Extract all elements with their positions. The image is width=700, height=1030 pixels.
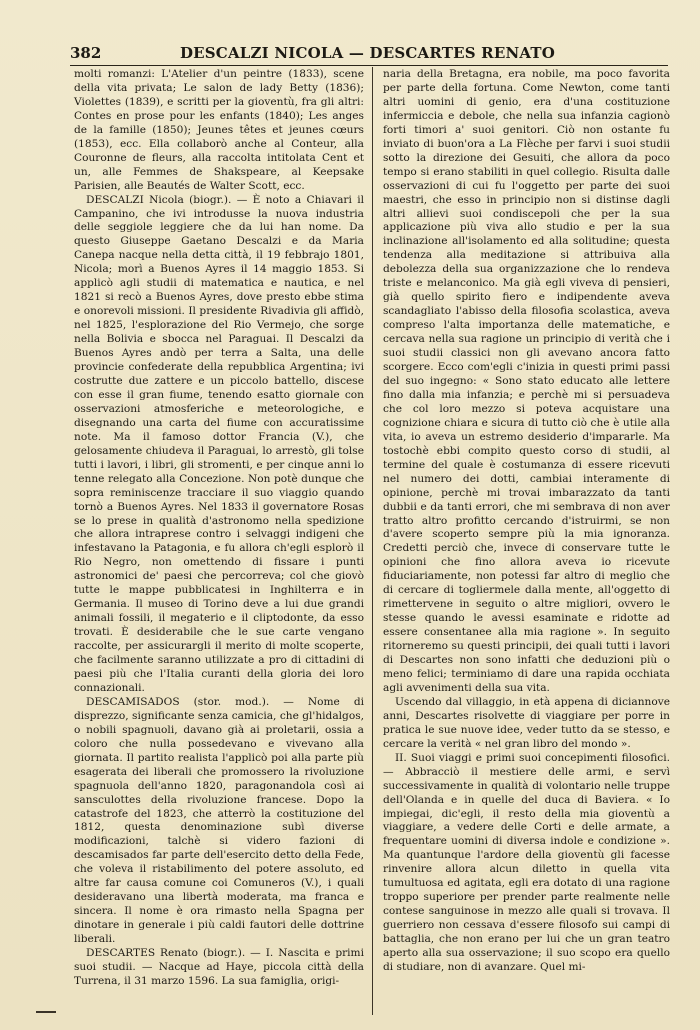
entry-paragraph: naria della Bretagna, era nobile, ma poco favorita per parte della fortuna. Come Newton, come tanti altri uomini di genio, era d'una costituzione infermiccia e debole, che nella sua infanzia cagionò forti timori a' suoi genitori. Ciò non ostante fu inviato di buon'ora a La Flèche per farvi i suoi studii sotto la direzione dei Gesuiti, che allora da poco tempo si erano stabiliti in quel collegio. Risulta dalle osservazioni di cui fu l'oggetto per parte dei suoi maestri, che esso in principio non si distinse dagli altri allievi suoi condiscepoli che per la sua applicazione più viva allo studio e per la sua inclinazione all'isolamento ed alla solitudine; questa tendenza alla meditazione si attribuiva alla debolezza della sua organizzazione che lo rendeva triste e melanconico. Ma già egli viveva di pensieri, già quello spirito fiero e indipendente aveva scandagliato l'abisso della filosofia scolastica, aveva compreso l'alta importanza delle matematiche, e cercava nella sua ragione un principio di verità che i suoi studii classici non gli avevano ancora fatto scorgere. Ecco com'egli c'inizia in questi primi passi del suo ingegno: « Sono stato educato alle lettere fino dalla mia infanzia; e perchè mi si persuadeva che col loro mezzo si poteva acquistare una cognizione chiara e sicura di tutto ciò che è utile alla vita, io aveva un estremo desiderio d'impararle. Ma tostochè ebbi compito questo corso di studii, al termine del quale è costumanza di essere ricevuti nel numero dei dotti, cambiai interamente di opinione, perchè mi trovai imbarazzato da tanti dubbii e da tanti errori, che mi sembrava di non aver tratto altro profitto cercando d'istruirmi, se non d'avere scoperto sempre più la mia ignoranza. Credetti perciò che, invece di conservare tutte le opinioni che fino allora aveva io ricevute fiduciariamente, non potessi far altro di meglio che di cercare di togliermele dalla mente, all'oggetto di rimettervene in seguito o altre migliori, ovvero le stesse quando le avessi esaminate e ridotte ad essere consentanee alla mia ragione ». In seguito ritorneremo su questi principii, dei quali tutti i lavori di Descartes non sono infatti che deduzioni più o meno felici; terminiamo di dare una rapida occhiata agli avvenimenti della sua vita. bbox=[383, 68, 670, 694]
header-rule bbox=[70, 65, 668, 66]
page-number: 382 bbox=[70, 44, 102, 62]
entry-paragraph: II. Suoi viaggi e primi suoi concepimenti filosofici. — Abbracciò il mestiere delle armi, e servì successivamente in qualità di volontario nelle truppe dell'Olanda e in quelle del duca di Baviera. « Io impiegai, dic'egli, il resto della mia gioventù a viaggiare, a vedere delle Corti e delle armate, a frequentare uomini di diversa indole e condizione ». Ma quantunque l'ardore della gioventù gli facesse rinvenire allora alcun diletto in quella vita tumultuosa ed agitata, egli era dotato di una ragione troppo superiore per prender parte realmente nelle contese sanguinose in mezzo alle quali si trovava. Il guerriero non cessava d'essere filosofo sui campi di battaglia, che non erano per lui che un gran teatro aperto alla sua osservazione; il suo scopo era quello di studiare, non di avanzare. Quel mi- bbox=[383, 751, 670, 973]
entry-descartes-renato: DESCARTES Renato (biogr.). — I. Nascita e primi suoi studii. — Nacque ad Haye, piccola città della Turrena, il 31 marzo 1596. La sua famiglia, origi- bbox=[74, 947, 364, 987]
right-column bbox=[383, 68, 670, 975]
column-separator bbox=[372, 67, 373, 1015]
running-title: DESCALZI NICOLA — DESCARTES RENATO bbox=[179, 44, 556, 62]
entry-descamisados: DESCAMISADOS (stor. mod.). — Nome di disprezzo, significante senza camicia, che gl'hidalgos, o nobili spagnuoli, davano già ai proletarii, ossia a coloro che nulla possedevano e vivevano alla giornata. Il partito realista l'applicò poi alla parte più esagerata dei liberali che promossero la rivoluzione spagnuola dell'anno 1820, paragonandola così ai sansculottes della rivoluzione francese. Dopo la catastrofe del 1823, che atterrò la costituzione del 1812, questa denominazione subì diverse modificazioni, talchè si videro fazioni di descamisados far parte dell'esercito detto della Fede, che voleva il ristabilimento del potere assoluto, ed altre far causa comune coi Comuneros (V.), i quali desideravano una libertà moderata, ma franca e sincera. Il nome è ora rimasto nella Spagna per dinotare in generale i più caldi fautori delle dottrine liberali. bbox=[74, 695, 364, 946]
entry-descalzi-nicola: DESCALZI Nicola (biogr.). — È noto a Chiavari il Campanino, che ivi introdusse la nuova industria delle seggiole leggiere che da lui han nome. Da questo Giuseppe Gaetano Descalzi e da Maria Canepa nacque nella detta città, il 19 febbrajo 1801, Nicola; morì a Buenos Ayres il 14 maggio 1853. Si applicò agli studii di matematica e nautica, e nel 1821 si recò a Buenos Ayres, dove presto ebbe stima e onorevoli missioni. Il presidente Rivadivia gli affidò, nel 1825, l'esplorazione del Rio Vermejo, che sorge nella Bolivia e sbocca nel Paraguai. Il Descalzi da Buenos Ayres andò per terra a Salta, una delle provincie confederate della repubblica Argentina; ivi costrutte due zattere e un piccolo battello, discese con esse il gran fiume, tenendo esatto giornale con osservazioni atmosferiche e meteorologiche, e disegnando una carta del fiume con accuratissime note. Ma il famoso dottor Francia (V.), che gelosamente chiudeva il Paraguai, lo arrestò, gli tolse tutti i lavori, i libri, gli stromenti, e per cinque anni lo tenne relegato alla Concezione. Non potè dunque che sopra reminiscenze tracciare il suo viaggio quando tornò a Buenos Ayres. Nel 1833 il governatore Rosas se lo prese in qualità d'astronomo nella spedizione che allora intraprese contro i selvaggi indigeni che infestavano la Patagonia, e fu allora ch'egli esplorò il Rio Negro, non omettendo di fissare i punti astronomici de' paesi che percorreva; col che giovò tutte le mappe pubblicatesi in Inghilterra e in Germania. Il museo di Torino deve a lui due grandi animali fossili, il megaterio e il cliptodonte, da esso trovati. È desiderabile che le sue carte vengano raccolte, per assicurargli il merito di molte scoperte, che facilmente saranno utilizzate a pro di cittadini di paesi più che l'Italia curanti della gloria dei loro connazionali. bbox=[74, 193, 364, 694]
footer-mark bbox=[36, 1011, 56, 1013]
entry-paragraph: molti romanzi: L'Atelier d'un peintre (1833), scene della vita privata; Le salon de lady Betty (1836); Violettes (1839), e scritti per la gioventù, fra gli altri: Contes en prose pour les enfants (1840); Les anges de la famille (1850); Jeunes têtes et jeunes cœurs (1853), ecc. Ella collaborò anche al Conteur, alla Couronne de fleurs, alla raccolta intitolata Cent et un, alle Femmes de Shakspeare, al Keepsake Parisien, alle Beautés de Walter Scott, ecc. bbox=[74, 68, 364, 192]
left-column bbox=[74, 68, 364, 989]
entry-paragraph: Uscendo dal villaggio, in età appena di diciannove anni, Descartes risolvette di viaggiare per porre in pratica le sue nuove idee, veder tutto da se stesso, e cercare la verità « nel gran libro del mondo ». bbox=[383, 695, 670, 750]
page-header bbox=[70, 44, 665, 62]
